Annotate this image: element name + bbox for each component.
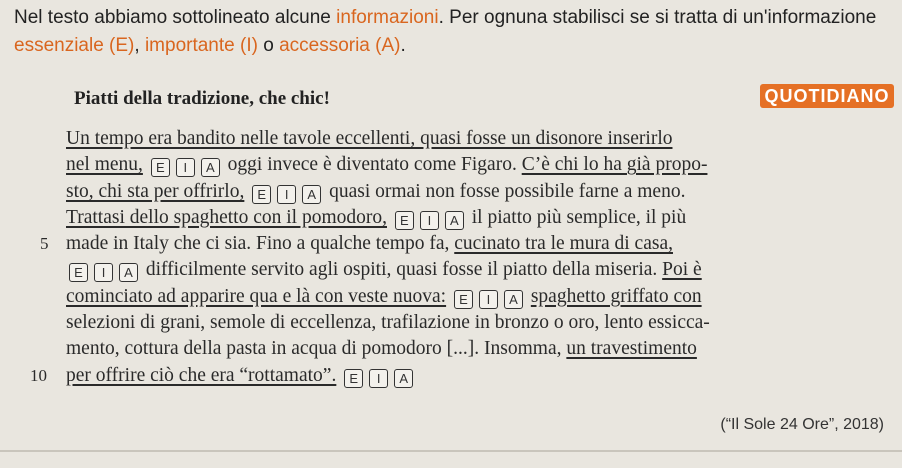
- instructions-part1: Nel testo abbiamo sottolineato alcune: [14, 7, 337, 28]
- choice-i-box[interactable]: I: [94, 263, 113, 282]
- text-line-4: [0, 205, 902, 231]
- line-number: 5: [40, 234, 49, 254]
- instructions-end: .: [400, 35, 406, 56]
- text-line-7: [0, 284, 902, 310]
- text-line-6: [0, 257, 902, 283]
- text-segment: selezioni di grani, semole di eccellenza, trafilazione in bronzo o oro, lento essicca-: [66, 312, 710, 334]
- choice-e-box[interactable]: E: [454, 290, 473, 309]
- divider: [0, 450, 902, 452]
- underlined-info: un travestimento: [566, 338, 697, 360]
- choice-i-box[interactable]: I: [420, 211, 439, 230]
- text-segment: difficilmente servito agli ospiti, quasi fosse il piatto della miseria.: [145, 259, 658, 281]
- article-source: (“Il Sole 24 Ore”, 2018): [720, 416, 884, 433]
- line-number: 10: [30, 365, 47, 385]
- instructions-accessoria: accessoria (A): [279, 35, 401, 56]
- text-segment: mento, cottura della pasta in acqua di pomodoro [...]. Insomma,: [66, 338, 562, 360]
- instructions-part2: . Per ognuna stabilisci se si tratta di un'informazione: [438, 7, 877, 28]
- choice-e-box[interactable]: E: [395, 211, 414, 230]
- text-segment: quasi ormai non fosse possibile farne a meno.: [329, 180, 686, 202]
- choice-a-box[interactable]: A: [504, 290, 523, 309]
- underlined-info: Poi è: [662, 259, 702, 281]
- choice-a-box[interactable]: A: [445, 211, 464, 230]
- choice-i-box[interactable]: I: [277, 185, 296, 204]
- instructions-importante: importante (I): [144, 35, 258, 56]
- choice-e-box[interactable]: E: [344, 369, 363, 388]
- article-title: Piatti della tradizione, che chic!: [74, 88, 330, 109]
- choice-a-box[interactable]: A: [201, 158, 220, 177]
- text-line-8: [0, 310, 902, 336]
- choice-e-box[interactable]: E: [151, 158, 170, 177]
- instructions-essenziale: essenziale (E): [14, 35, 135, 56]
- underlined-info: Trattasi dello spaghetto con il pomodoro,: [66, 206, 387, 228]
- underlined-info: spaghetto griffato con: [530, 285, 702, 307]
- text-line-5: [0, 231, 902, 257]
- underlined-info: cominciato ad apparire qua e là con veste nuova:: [66, 285, 447, 307]
- text-segment: made in Italy che ci sia. Fino a qualche tempo fa,: [66, 233, 450, 255]
- choice-e-box[interactable]: E: [252, 185, 271, 204]
- underlined-info: Un tempo era bandito nelle tavole eccellenti, quasi fosse un disonore inserirlo: [66, 128, 673, 149]
- underlined-info: per offrire ciò che era “rottamato”.: [66, 364, 337, 386]
- underlined-info: C’è chi lo ha già propo-: [521, 154, 708, 176]
- choice-a-box[interactable]: A: [394, 369, 413, 388]
- underlined-info: nel menu,: [66, 154, 143, 176]
- text-segment: il piatto più semplice, il più: [471, 206, 687, 228]
- choice-a-box[interactable]: A: [119, 263, 138, 282]
- choice-a-box[interactable]: A: [302, 185, 321, 204]
- text-line-9: [0, 336, 902, 362]
- instructions-keyword-informazioni: informazioni: [336, 7, 439, 28]
- instructions-sep: ,: [134, 35, 145, 56]
- text-line-1: [0, 126, 902, 152]
- choice-i-box[interactable]: I: [479, 290, 498, 309]
- text-line-3: [0, 179, 902, 205]
- text-line-10: [0, 363, 902, 389]
- article-text: [0, 126, 902, 389]
- exercise-instructions: [14, 4, 894, 60]
- instructions-sep: o: [257, 35, 280, 56]
- underlined-info: sto, chi sta per offrirlo,: [66, 180, 245, 202]
- choice-e-box[interactable]: E: [69, 263, 88, 282]
- text-segment: oggi invece è diventato come Figaro.: [227, 154, 517, 176]
- underlined-info: cucinato tra le mura di casa,: [454, 233, 673, 255]
- source-type-badge: QUOTIDIANO: [760, 84, 894, 108]
- choice-i-box[interactable]: I: [176, 158, 195, 177]
- choice-i-box[interactable]: I: [369, 369, 388, 388]
- text-line-2: [0, 152, 902, 178]
